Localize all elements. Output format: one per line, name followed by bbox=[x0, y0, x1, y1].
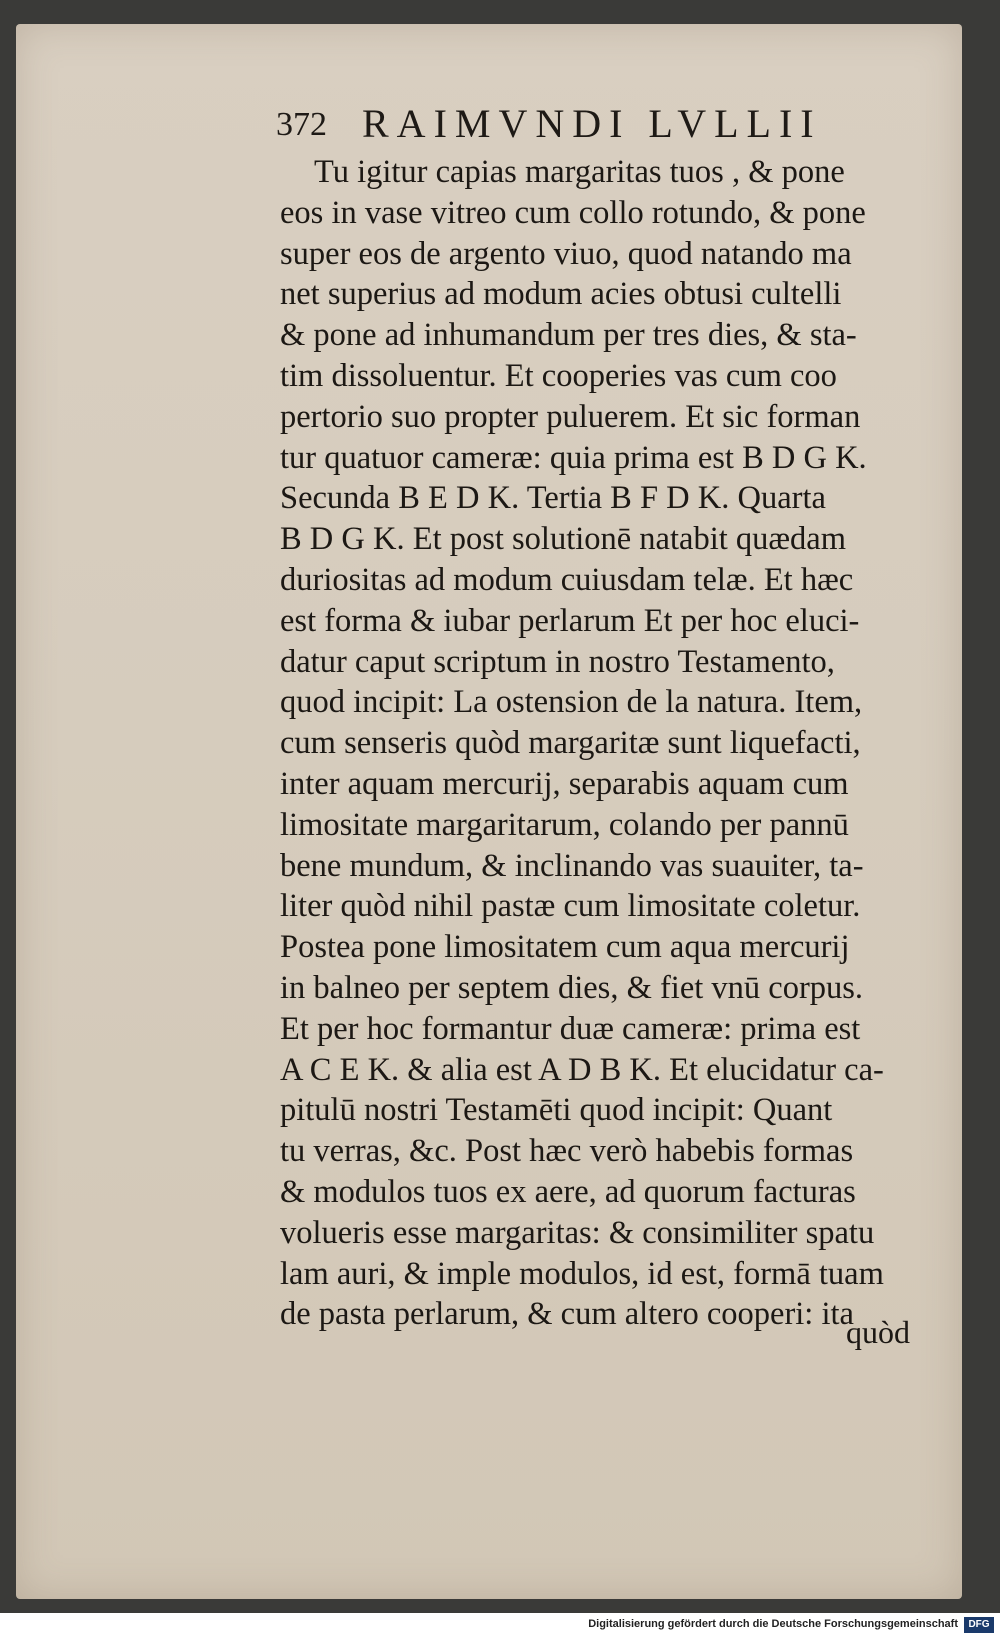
text-line: eos in vase vitreo cum collo rotundo, & pone bbox=[280, 194, 866, 231]
body-text bbox=[280, 152, 930, 1335]
text-line: duriositas ad modum cuiusdam telæ. Et hæc bbox=[280, 561, 854, 598]
text-line: A C E K. & alia est A D B K. Et elucidatur ca- bbox=[280, 1051, 884, 1088]
text-line: liter quòd nihil pastæ cum limositate coletur. bbox=[280, 888, 861, 925]
text-line: & modulos tuos ex aere, ad quorum facturas bbox=[280, 1173, 856, 1210]
text-line: in balneo per septem dies, & fiet vnū corpus. bbox=[280, 969, 864, 1006]
page-number: 372 bbox=[276, 106, 327, 143]
text-line: de pasta perlarum, & cum altero cooperi: ita bbox=[280, 1296, 854, 1333]
text-line: cum senseris quòd margaritæ sunt liquefacti, bbox=[280, 725, 861, 762]
text-line: limositate margaritarum, colando per pannū bbox=[280, 806, 849, 843]
text-line: Secunda B E D K. Tertia B F D K. Quarta bbox=[280, 480, 826, 517]
running-title: RAIMVNDI LVLLII bbox=[362, 101, 822, 146]
funding-credit: Digitalisierung gefördert durch die Deutsche Forschungsgemeinschaft bbox=[588, 1618, 958, 1630]
text-line: quod incipit: La ostension de la natura. Item, bbox=[280, 684, 863, 721]
text-line: lam auri, & imple modulos, id est, formā tuam bbox=[280, 1255, 884, 1292]
text-line: pertorio suo propter puluerem. Et sic forman bbox=[280, 398, 861, 435]
text-line: Tu igitur capias margaritas tuos , & pone bbox=[314, 154, 845, 190]
footer-bar bbox=[0, 1613, 1000, 1639]
dfg-logo: DFG bbox=[964, 1617, 994, 1633]
text-line: & pone ad inhumandum per tres dies, & sta- bbox=[280, 317, 857, 354]
page-header bbox=[276, 100, 916, 148]
text-line: inter aquam mercurij, separabis aquam cum bbox=[280, 765, 849, 802]
text-line: net superius ad modum acies obtusi cultelli bbox=[280, 276, 842, 313]
text-line: tur quatuor cameræ: quia prima est B D G K. bbox=[280, 439, 867, 476]
text-line: volueris esse margaritas: & consimiliter spatu bbox=[280, 1214, 875, 1251]
text-line: Et per hoc formantur duæ cameræ: prima est bbox=[280, 1010, 861, 1047]
text-line: tu verras, &c. Post hæc verò habebis formas bbox=[280, 1133, 854, 1170]
text-line: Postea pone limositatem cum aqua mercurij bbox=[280, 929, 850, 966]
text-line: pitulū nostri Testamēti quod incipit: Quant bbox=[280, 1092, 833, 1129]
catchword: quòd bbox=[846, 1314, 910, 1350]
text-line: bene mundum, & inclinando vas suauiter, ta- bbox=[280, 847, 864, 884]
text-line: datur caput scriptum in nostro Testamento, bbox=[280, 643, 835, 680]
text-line: super eos de argento viuo, quod natando ma bbox=[280, 235, 852, 272]
text-line: B D G K. Et post solutionē natabit quædam bbox=[280, 521, 847, 558]
text-line: est forma & iubar perlarum Et per hoc eluci- bbox=[280, 602, 860, 639]
text-line: tim dissoluentur. Et cooperies vas cum coo bbox=[280, 357, 837, 394]
